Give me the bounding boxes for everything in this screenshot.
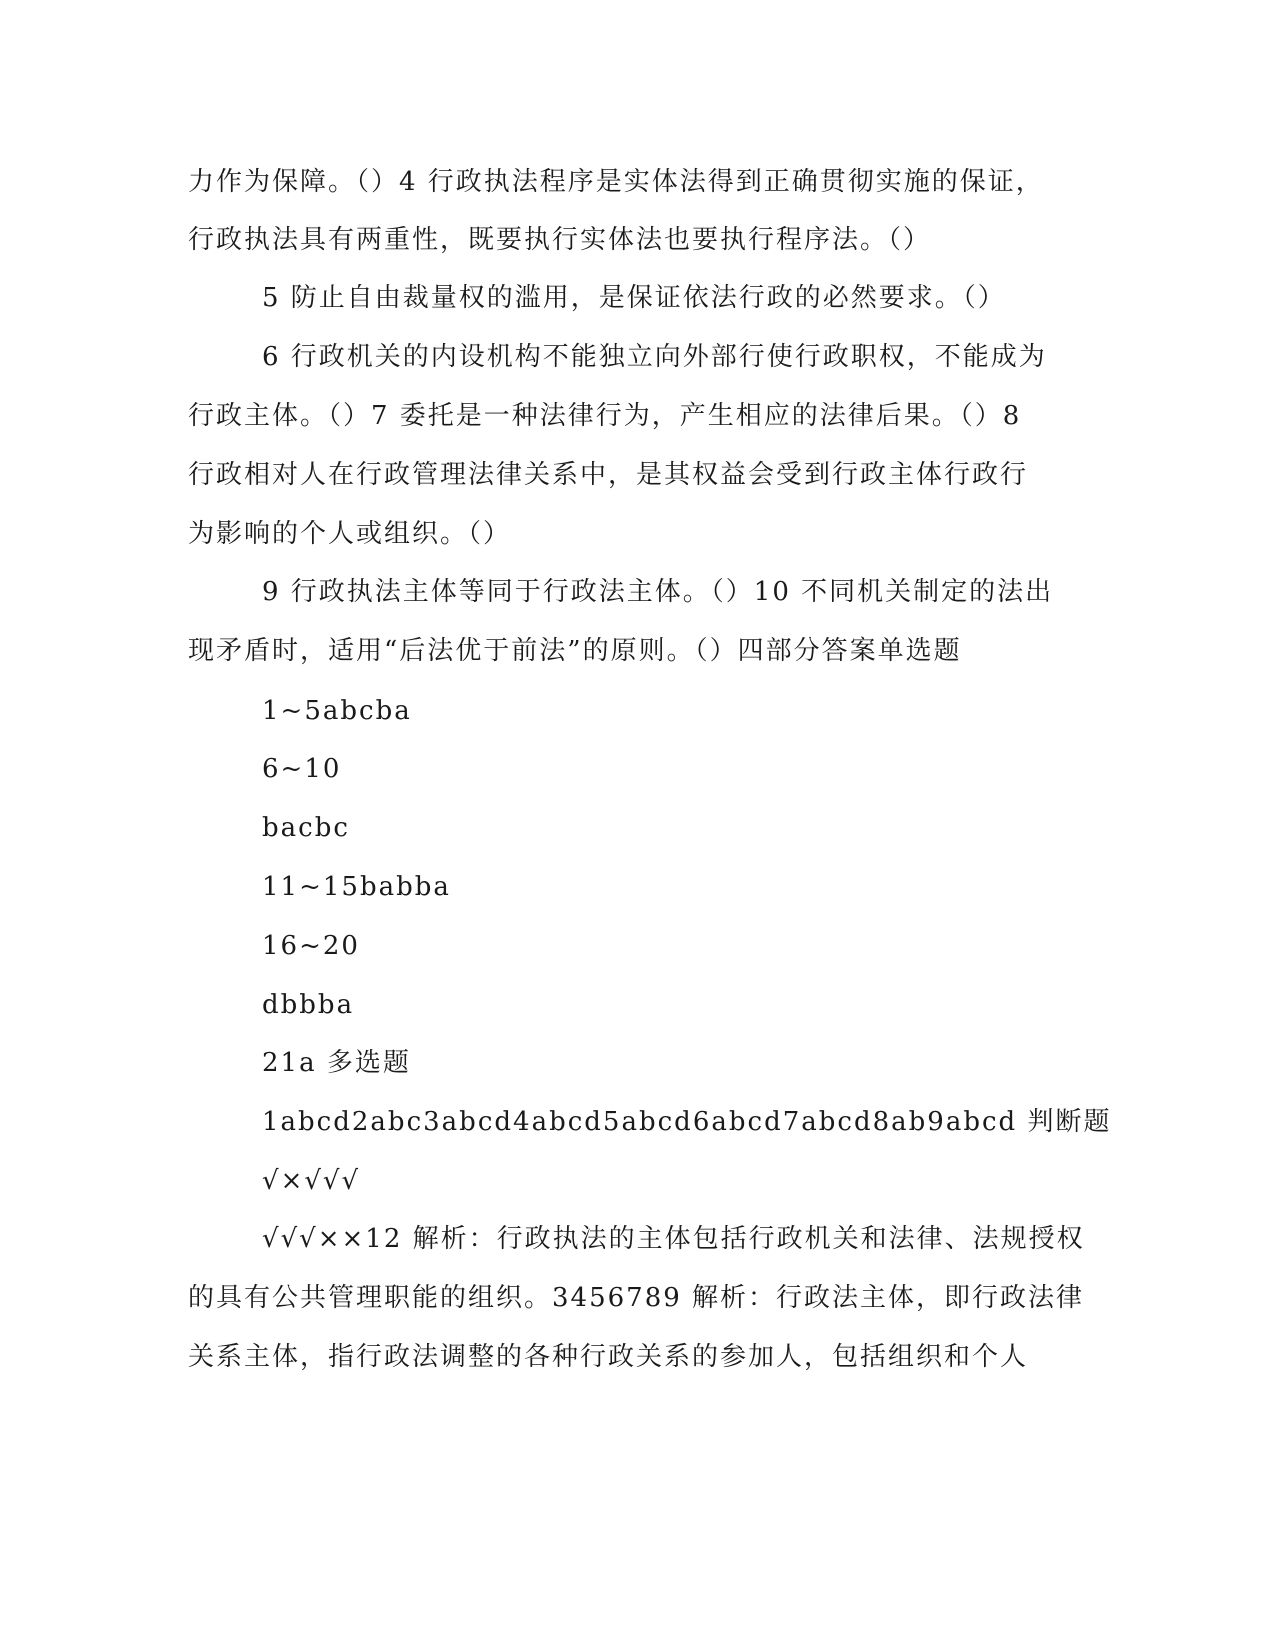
- answer-line: 11~15babba: [262, 872, 451, 902]
- answer-line: 21a 多选题: [262, 1048, 411, 1078]
- answer-line: 1~5abcba: [262, 696, 412, 726]
- answer-line: 16~20: [262, 931, 360, 961]
- answer-line: dbbba: [262, 990, 355, 1020]
- text-line: 为影响的个人或组织。（）: [188, 519, 512, 549]
- text-line: √√√××12 解析：行政执法的主体包括行政机关和法律、法规授权: [262, 1224, 1085, 1254]
- text-line: 行政相对人在行政管理法律关系中，是其权益会受到行政主体行政行: [188, 460, 1029, 490]
- text-line: 力作为保障。（）4 行政执法程序是实体法得到正确贯彻实施的保证，: [188, 167, 1044, 197]
- answer-line: 1abcd2abc3abcd4abcd5abcd6abcd7abcd8ab9abcd 判断题: [262, 1107, 1112, 1137]
- text-line: 行政主体。（）7 委托是一种法律行为，产生相应的法律后果。（）8: [188, 401, 1022, 431]
- answer-line: 6~10: [262, 754, 342, 784]
- answer-line: bacbc: [262, 813, 350, 843]
- text-line: 6 行政机关的内设机构不能独立向外部行使行政职权，不能成为: [262, 342, 1047, 372]
- text-line: 5 防止自由裁量权的滥用，是保证依法行政的必然要求。（）: [262, 283, 1006, 313]
- answer-line: √×√√√: [262, 1166, 361, 1196]
- text-line: 关系主体，指行政法调整的各种行政关系的参加人，包括组织和个人: [188, 1342, 1029, 1372]
- text-line: 9 行政执法主体等同于行政法主体。（）10 不同机关制定的法出: [262, 577, 1054, 607]
- text-line: 现矛盾时，适用“后法优于前法”的原则。（）四部分答案单选题: [188, 636, 962, 666]
- text-line: 行政执法具有两重性，既要执行实体法也要执行程序法。（）: [188, 225, 932, 255]
- text-line: 的具有公共管理职能的组织。3456789 解析：行政法主体，即行政法律: [188, 1283, 1085, 1313]
